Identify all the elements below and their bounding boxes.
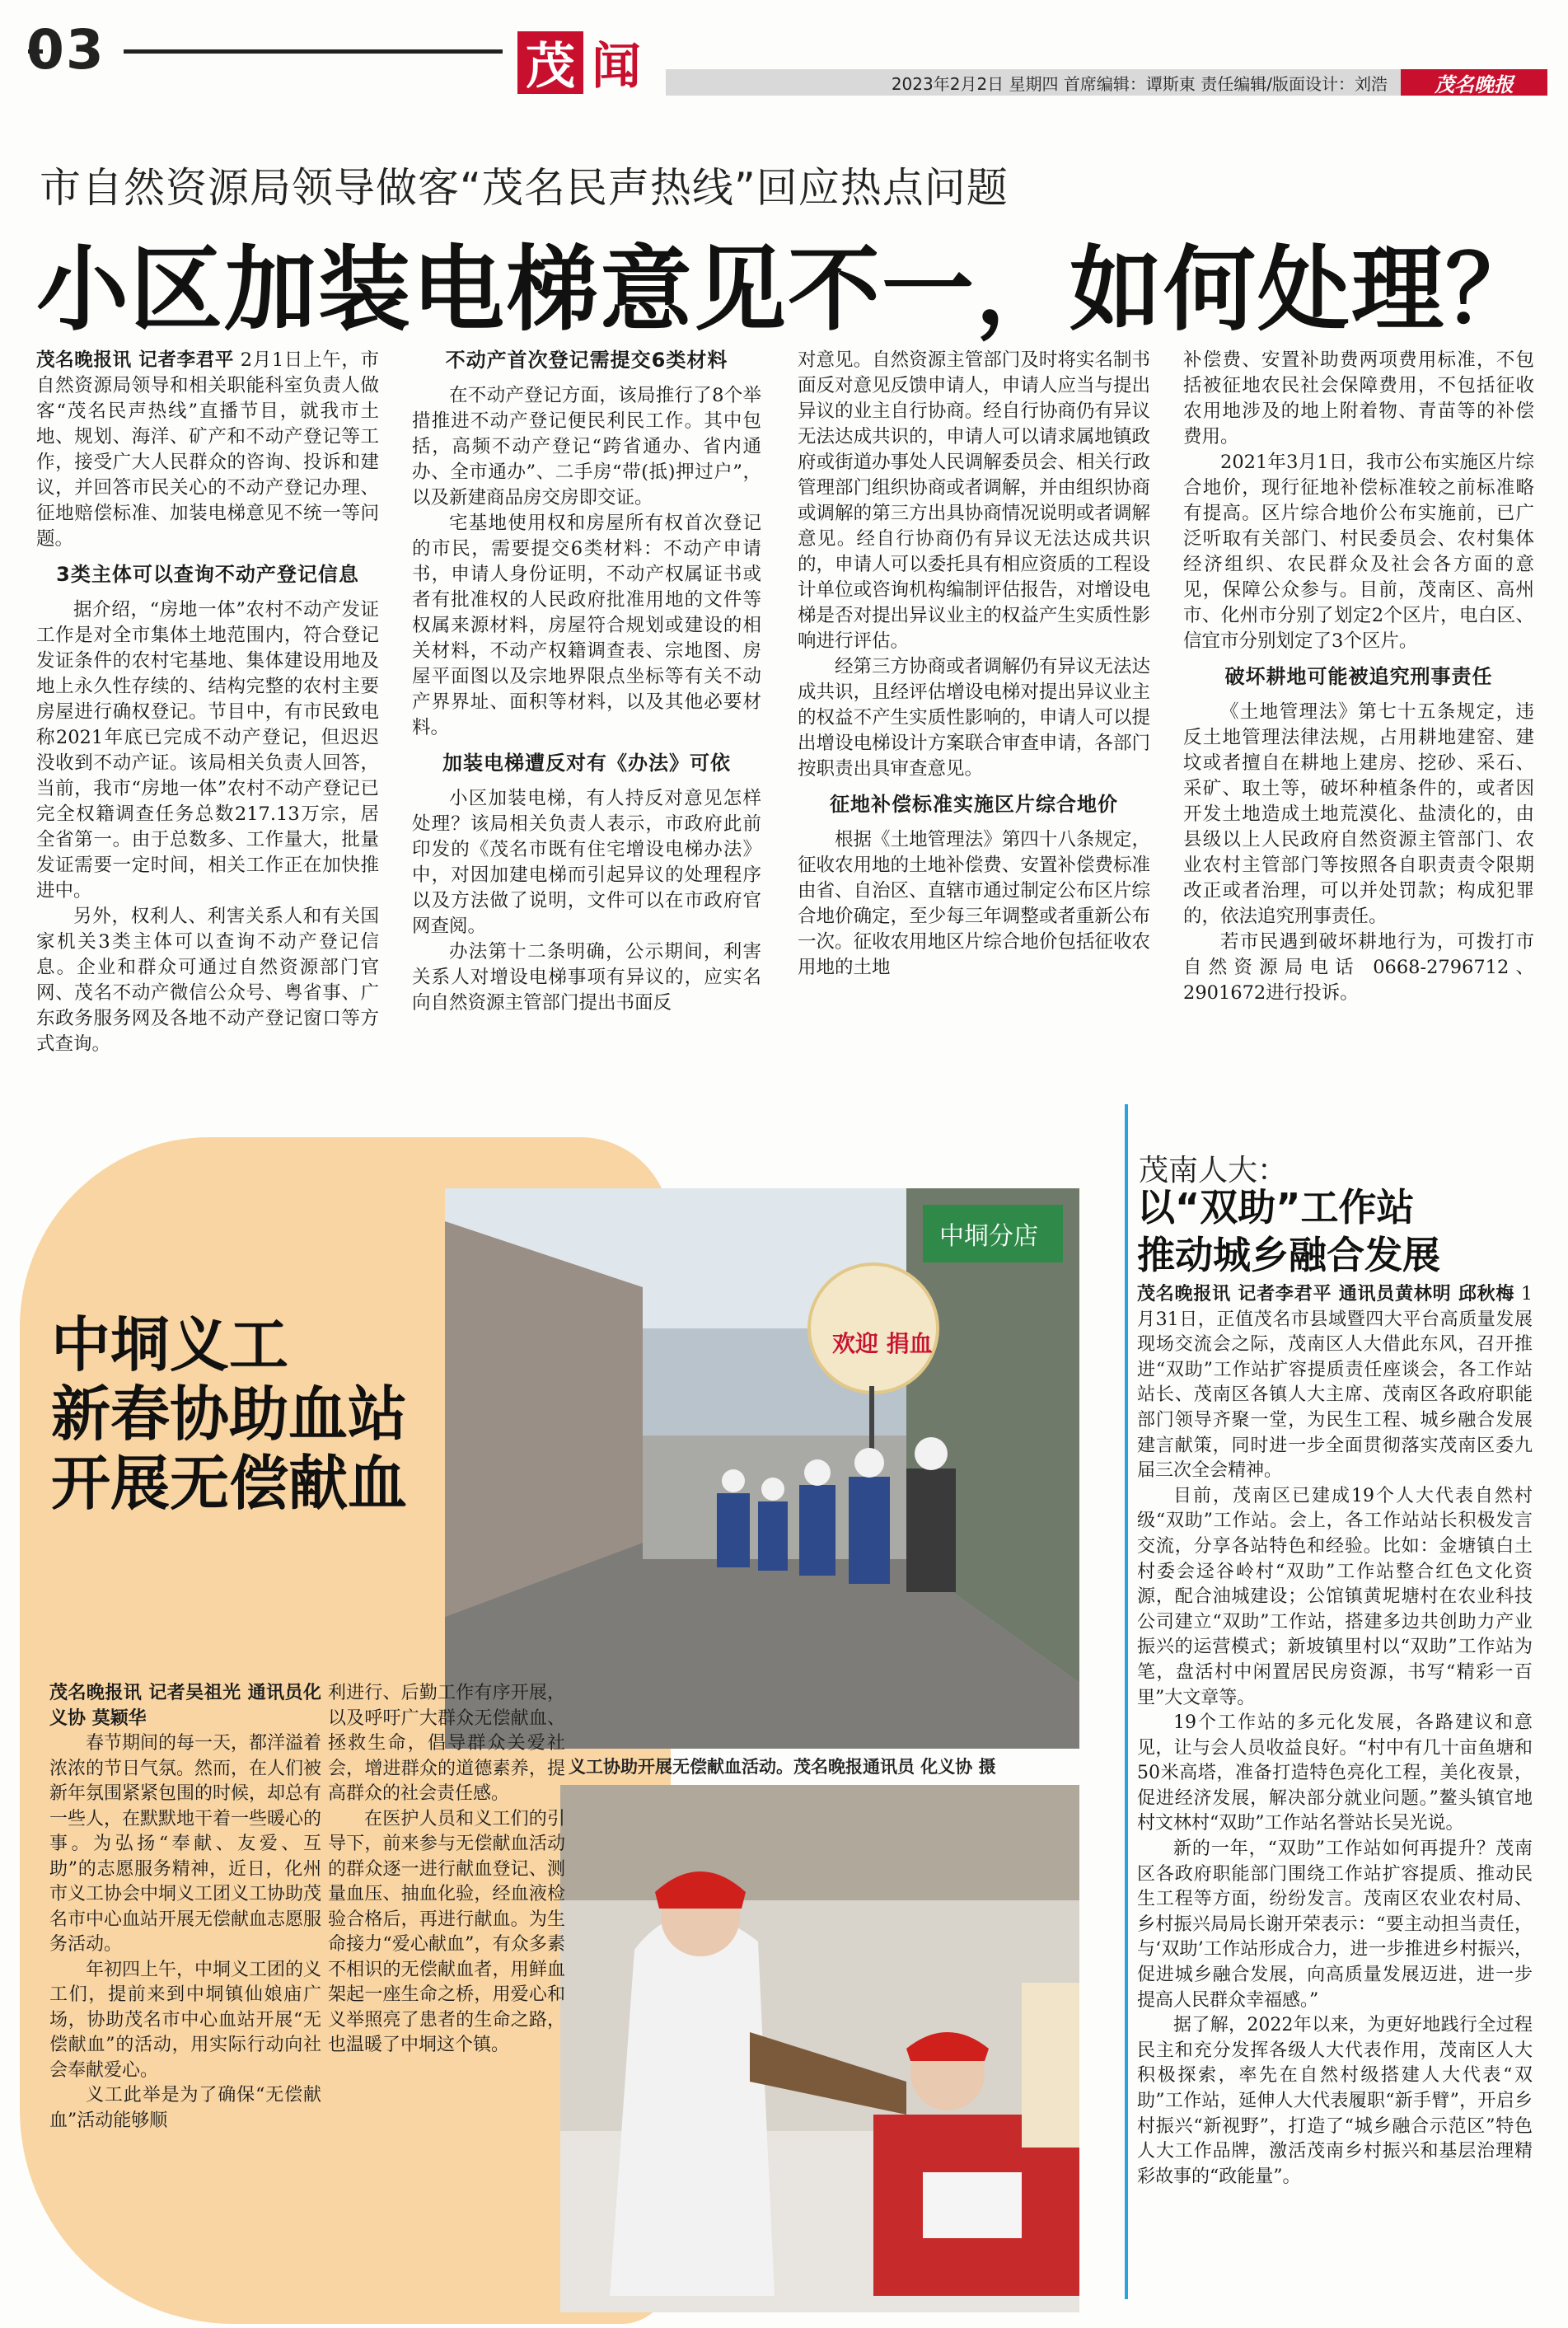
blood-column-1 (49, 1681, 321, 2134)
street-photo (445, 1188, 1079, 1749)
paragraph: 年初四上午，中垌义工团的义工们，提前来到中垌镇仙娘庙广场，协助茂名市中心血站开展“无偿献血”的活动，用实际行动向社会奉献爱心。 (49, 1959, 322, 2081)
paragraph: 小区加装电梯，有人持反对意见怎样处理？该局相关负责人表示，市政府此前印发的《茂名市既有住宅增设电梯办法》中，对因加建电梯而引起异议的处理程序以及方法做了说明，文件可以在市政府官网查阅。 (412, 788, 761, 937)
section-char-1: 茂 (517, 31, 583, 94)
paragraph: 目前，茂南区已建成19个人大代表自然村级“双助”工作站。会上，各工作站站长积极发言交流，分享各站特色和经验。比如：金塘镇白土村委会迳谷岭村“双助”工作站整合红色文化资源，配合油城建设；公馆镇黄坭塘村在农业科技公司建立“双助”工作站，搭建多边共创助力产业振兴的运营模式；新坡镇里村以“双助”工作站为笔，盘活村中闲置居民房资源，书写“精彩一百里”大文章等。 (1137, 1485, 1533, 1708)
photo-caption: 义工协助开展无偿献血活动。茂名晚报通讯员 化义协 摄 (569, 1757, 996, 1777)
subhead-land-price: 征地补偿标准实施区片综合地价 (830, 793, 1118, 816)
blood-byline: 茂名晚报讯 记者吴祖光 通讯员化义协 莫颖华 (49, 1683, 321, 1729)
sign-text: 欢迎 捐血 (832, 1330, 933, 1357)
paragraph: 2021年3月1日，我市公布实施区片综合地价，现行征地补偿标准较之前标准略有提高。区片综合地价公布实施前，已广泛听取有关部门、村民委员会、农村集体经济组织、农民群众及社会各方面的意见，保障公众参与。目前，茂南区、高州市、化州市分别了划定2个区片，电白区、信宜市分别划定了3个区片。 (1183, 452, 1534, 652)
section-tag (517, 31, 658, 94)
paragraph: 经第三方协商或者调解仍有异议无法达成共识，且经评估增设电梯对提出异议业主的权益不产生实质性影响的，申请人可以提出增设电梯设计方案联合审查申请，各部门按职责出具审查意见。 (798, 656, 1150, 780)
page-number: 03 (26, 18, 105, 82)
blood-drop-icon (809, 1264, 938, 1393)
lead-column-3 (798, 348, 1150, 981)
lead-intro: 茂名晚报讯 记者李君平 2月1日上午，市自然资源局领导和相关职能科室负责人做客“茂名民声热线”直播节目，就我市土地、规划、海洋、矿产和不动产登记等工作，接受广大人民群众的咨询、投诉和建议，并回答市民关心的不动产登记办理、征地赔偿标准、加装电梯意见不统一等问题。 (36, 349, 379, 550)
paragraph: 19个工作站的多元化发展，各路建议和意见，让与会人员收益良好。“村中有几十亩鱼塘和50米高塔，准备打造特色亮化工程，美化夜景，促进经济发展，解决部分就业问题。”鳌头镇官地村文林村“双助”工作站名誉站长吴光说。 (1137, 1712, 1533, 1834)
maonan-headline: 以“双助”工作站 推动城乡融合发展 (1137, 1185, 1440, 1277)
subhead-six-materials: 不动产首次登记需提交6类材料 (445, 349, 728, 372)
paragraph: 在医护人员和义工们的引导下，前来参与无偿献血活动的群众逐一进行献血登记、测量血压、抽血化验，经血液检验合格后，再进行献血。为生命接力“爱心献血”，有众多素不相识的无偿献血者，用鲜血架起一座生命之桥，用爱心和义举照亮了患者的生命之路，也温暖了中垌这个镇。 (328, 1808, 565, 2055)
lead-byline: 茂名晚报讯 记者李君平 (36, 349, 234, 371)
section-char-2: 闻 (592, 38, 641, 96)
subhead-elevator-rules: 加装电梯遭反对有《办法》可依 (442, 752, 731, 775)
blood-column-2 (328, 1681, 565, 2059)
paragraph: 办法第十二条明确，公示期间，利害关系人对增设电梯事项有异议的，应实名向自然资源主管部门提出书面反 (412, 941, 761, 1014)
paragraph: 新的一年，“双助”工作站如何再提升？茂南区各政府职能部门围绕工作站扩容提质、推动民生工程等方面，纷纷发言。茂南区农业农村局、乡村振兴局局长谢开荣表示：“要主动担当责任，与‘双助’工作站形成合力，进一步推进乡村振兴，促进城乡融合发展，向高质量发展迈进，进一步提高人民群众幸福感。” (1137, 1839, 1533, 2011)
shop-sign-text: 中垌分店 (939, 1222, 1038, 1251)
paragraph: 利进行、后勤工作有序开展，以及呼吁广大群众无偿献血、拯救生命，倡导群众关爱社会，增进群众的道德素养，提高群众的社会责任感。 (328, 1683, 565, 1804)
blood-headline: 中垌义工 新春协助血站 开展无偿献血 (51, 1310, 408, 1518)
paragraph: 对意见。自然资源主管部门及时将实名制书面反对意见反馈申请人，申请人应当与提出异议的业主自行协商。经自行协商仍有异议无法达成共识的，申请人可以请求属地镇政府或街道办事处人民调解委员会、相关行政管理部门组织协商或者调解，并由组织协商或调解的第三方出具协商情况说明或者调解意见。经自行协商仍有异议无法达成共识的，申请人可以委托具有相应资质的工程设计单位或咨询机构编制评估报告，对增设电梯是否对提出异议业主的权益产生实质性影响进行评估。 (798, 349, 1150, 652)
paragraph: 根据《土地管理法》第四十八条规定，征收农用地的土地补偿费、安置补偿费标准由省、自治区、直辖市通过制定公布区片综合地价确定，至少每三年调整或者重新公布一次。征收农用地区片综合地价包括征收农用地的土地 (798, 829, 1150, 978)
paragraph: 据介绍，“房地一体”农村不动产发证工作是对全市集体土地范围内，符合登记发证条件的农村宅基地、集体建设用地及地上永久性存续的、结构完整的农村主要房屋进行确权登记。节目中，有市民致电称2021年底已完成不动产登记，但迟迟没收到不动产证。该局相关负责人回答，当前，我市“房地一体”农村不动产登记已完全权籍调查任务总数217.13万宗，居全省第一。由于总数多、工作量大，批量发证需要一定时间，相关工作正在加快推进中。 (36, 599, 379, 902)
section-divider (1125, 1104, 1128, 2299)
paragraph: 春节期间的每一天，都洋溢着浓浓的节日气氛。然而，在人们被新年氛围紧紧包围的时候，却总有一些人，在默默地干着一些暖心的事。为弘扬“奉献、友爱、互助”的志愿服务精神，近日，化州市义工协会中垌义工团义工协助茂名市中心血站开展无偿献血志愿服务活动。 (49, 1733, 322, 1955)
newspaper-logo: 茂名晚报 (1401, 69, 1547, 96)
paragraph: 补偿费、安置补助费两项费用标准，不包括被征地农民社会保障费用，不包括征收农用地涉及的地上附着物、青苗等的补偿费用。 (1183, 349, 1534, 447)
lead-column-4 (1183, 348, 1534, 1006)
issue-info: 2023年2月2日 星期四 首席编辑：谭斯東 责任编辑/版面设计：刘浩 (891, 73, 1388, 94)
page-number-rule-right (124, 49, 503, 54)
paragraph: 据了解，2022年以来，为更好地践行全过程民主和充分发挥各级人大代表作用，茂南区人大积极探索，率先在自然村级搭建人大代表“双助”工作站，延伸人大代表履职“新手臂”，开启乡村振兴“新视野”，打造了“城乡融合示范区”特色人大工作品牌，激活茂南乡村振兴和基层治理精彩故事的“政能量”。 (1137, 2015, 1533, 2187)
paragraph: 《土地管理法》第七十五条规定，违反土地管理法律法规，占用耕地建窑、建坟或者擅自在耕地上建房、挖砂、采石、采矿、取土等，破坏种植条件的，或者因开发土地造成土地荒漠化、盐渍化的，由县级以上人民政府自然资源主管部门、农业农村主管部门等按照各自职责责令限期改正或者治理，可以并处罚款；构成犯罪的，依法追究刑事责任。 (1183, 701, 1534, 927)
subhead-query-registration: 3类主体可以查询不动产登记信息 (56, 563, 359, 586)
paragraph: 宅基地使用权和房屋所有权首次登记的市民，需要提交6类材料：不动产申请书，申请人身份证明，不动产权属证书或者有批准权的人民政府批准用地的文件等权属来源材料，房屋符合规划或建设的相关材料，不动产权籍调查表、宗地图、房屋平面图以及宗地界限点坐标等有关不动产界界址、面积等材料，以及其他必要材料。 (412, 513, 761, 738)
lead-column-2 (412, 348, 761, 1016)
paragraph: 在不动产登记方面，该局推行了8个举措推进不动产登记便民利民工作。其中包括，高频不动产登记“跨省通办、省内通办、全市通办”、二手房“带(抵)押过户”，以及新建商品房交房即交证。 (412, 385, 761, 508)
lead-column-1 (36, 348, 379, 1057)
paragraph: 另外，权利人、利害关系人和有关国家机关3类主体可以查询不动产登记信息。企业和群众可通过自然资源部门官网、茂名不动产微信公众号、粤省事、广东政务服务网及各地不动产登记窗口等方式查询。 (36, 906, 379, 1055)
lead-headline: 小区加装电梯意见不一，如何处理？ (36, 237, 1539, 344)
lead-kicker: 市自然资源局领导做客“茂名民声热线”回应热点问题 (40, 164, 1009, 212)
maonan-kicker: 茂南人大： (1139, 1154, 1288, 1187)
maonan-body (1137, 1282, 1533, 2190)
paragraph: 若市民遇到破坏耕地行为，可拨打市自然资源局电话 0668-2796712、2901672进行投诉。 (1183, 931, 1534, 1004)
subhead-farmland: 破坏耕地可能被追究刑事责任 (1224, 665, 1493, 688)
maonan-intro: 茂名晚报讯 记者李君平 通讯员黄林明 邱秋梅 1月31日，正值茂名市县域暨四大平台高质量发展现场交流会之际，茂南区人大借此东风，召开推进“双助”工作站扩容提质责任座谈会，各工作站站长、茂南区各镇人大主席、茂南区各政府职能部门领导齐聚一堂，为民生工程、城乡融合发展建言献策，同时进一步全面贯彻落实茂南区委九届三次全会精神。 (1137, 1284, 1533, 1482)
paragraph: 义工此举是为了确保“无偿献血”活动能够顺 (49, 2085, 321, 2131)
donation-photo (560, 1785, 1079, 2312)
